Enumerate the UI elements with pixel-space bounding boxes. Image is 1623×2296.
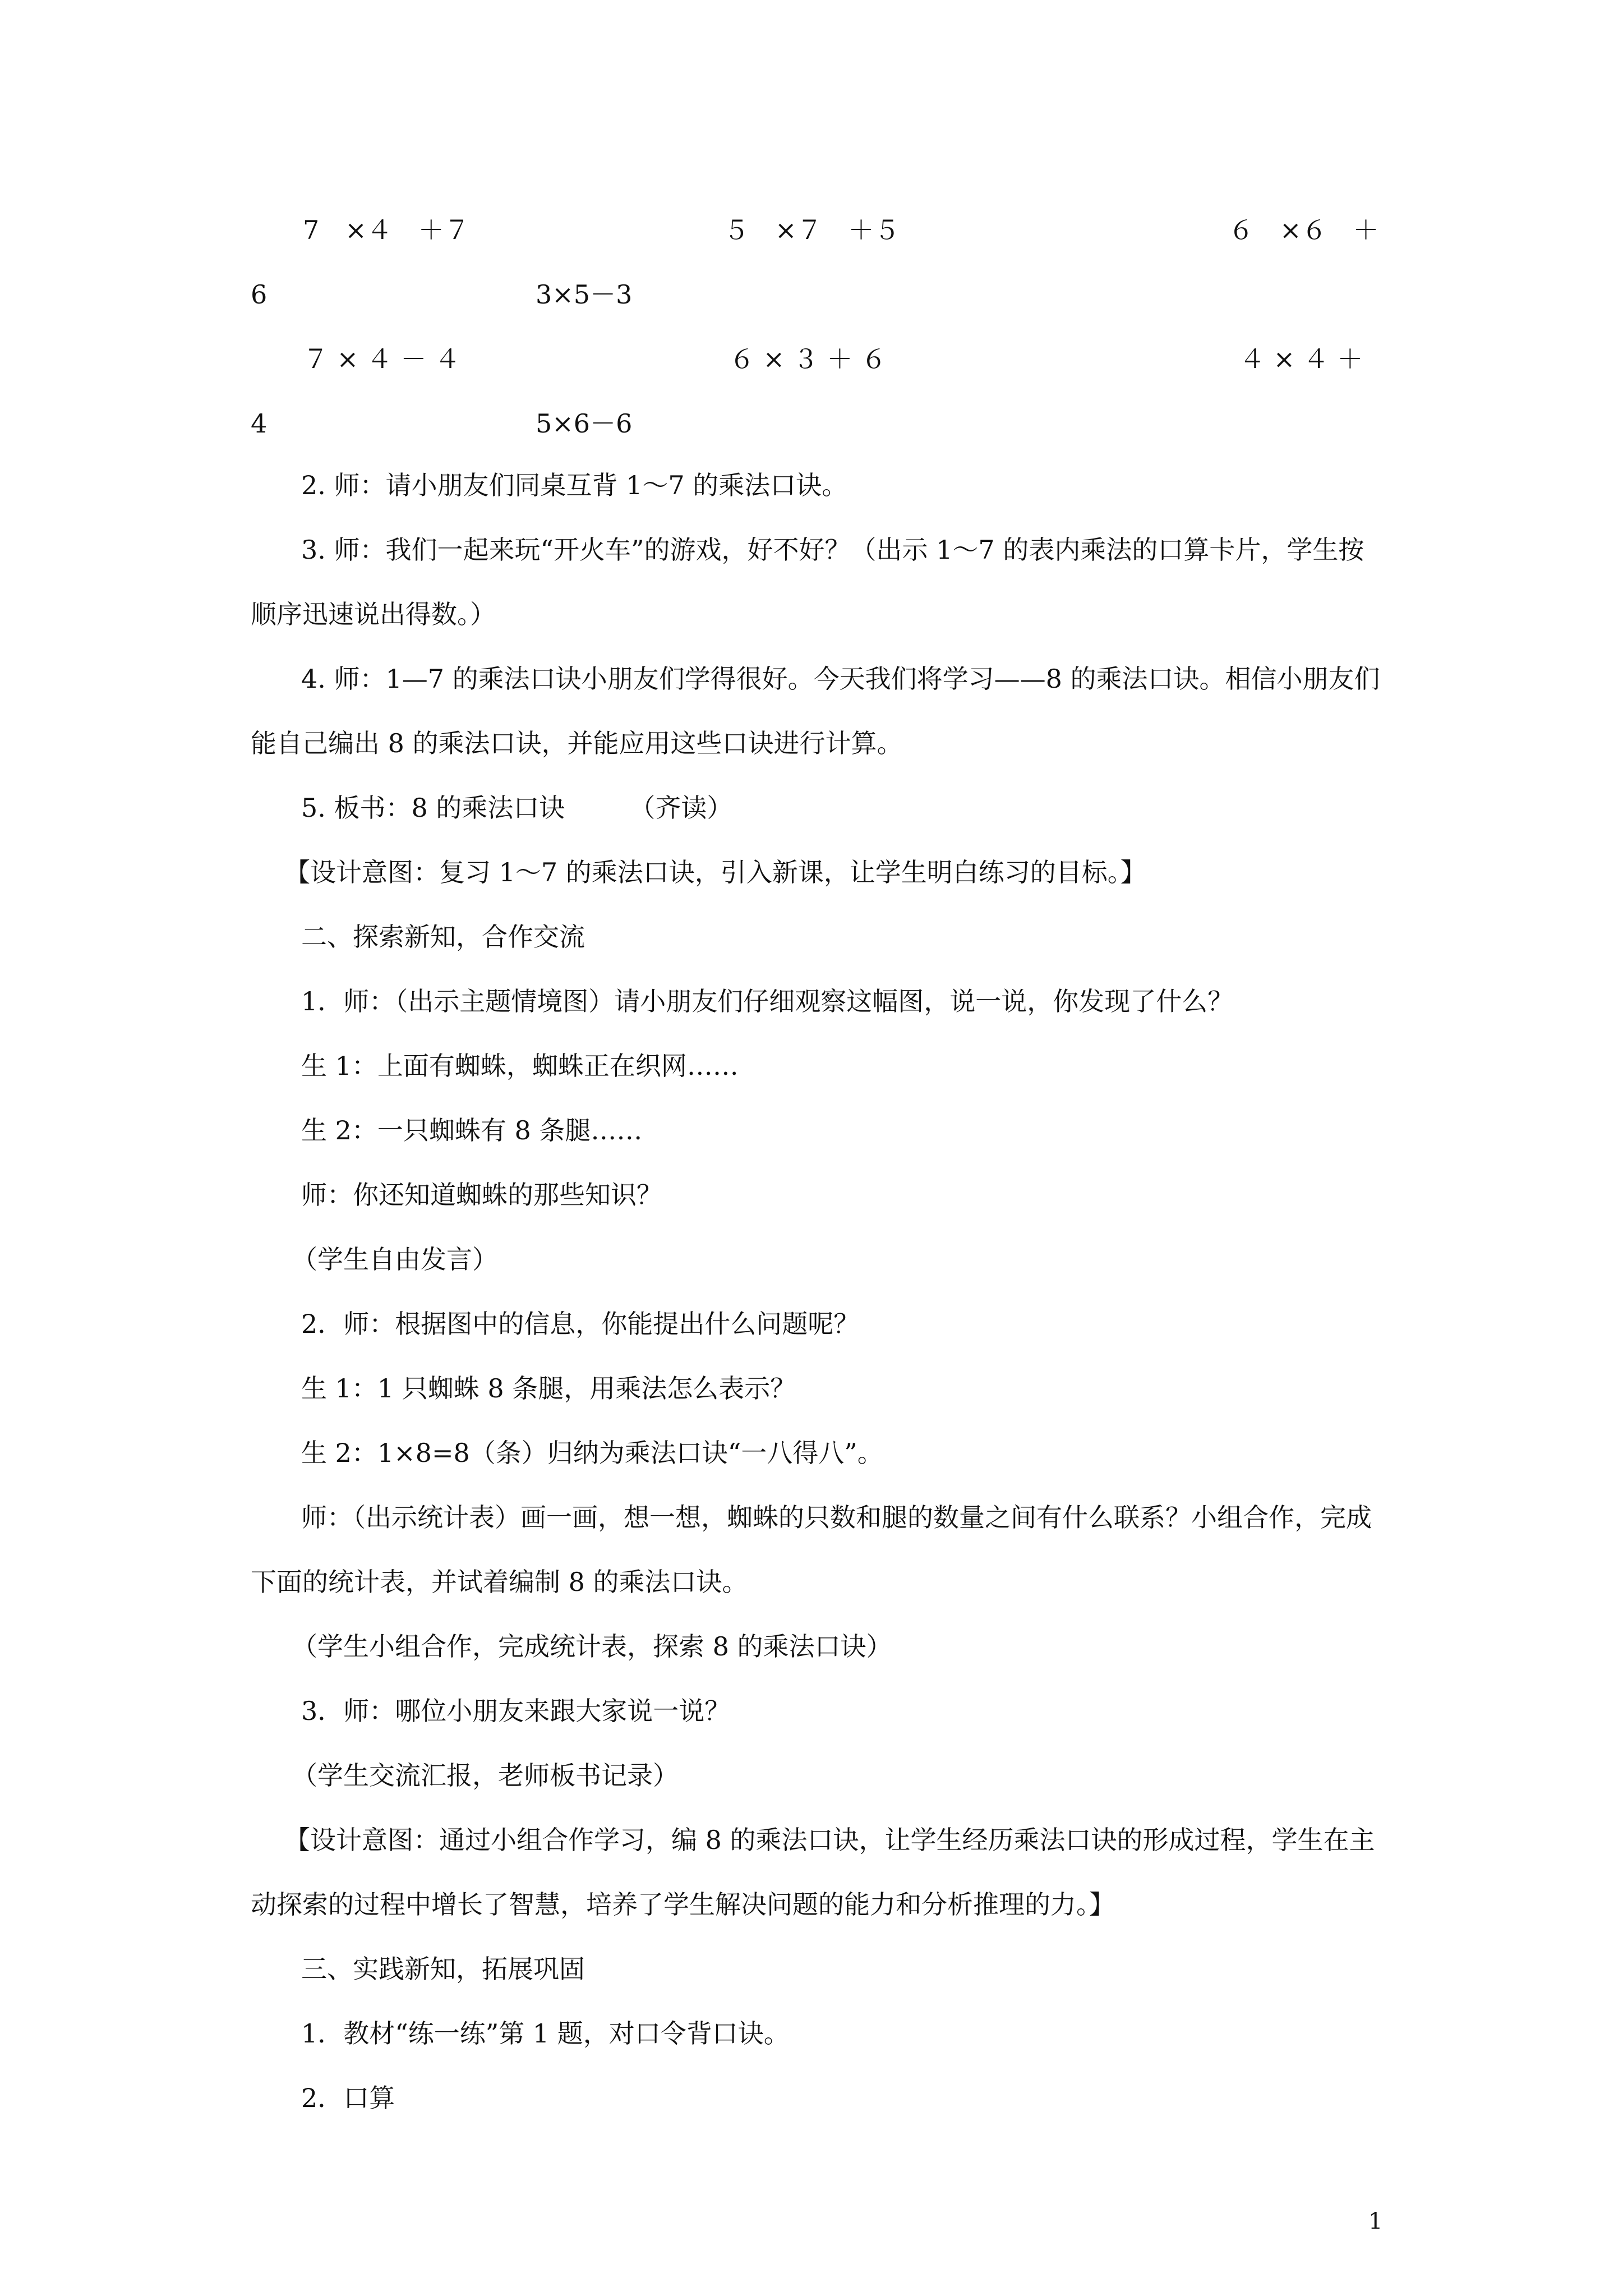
design-intent: 【设计意图：通过小组合作学习，编 8 的乘法口诀，让学生经历乘法口诀的形成过程，学生在主动探索的过程中增长了智慧，培养了学生解决问题的能力和分析推理的力。】 xyxy=(251,1825,1375,1920)
expression-row-2-continued xyxy=(0,404,1623,443)
expression: 5×6－6 xyxy=(536,408,633,439)
expression-row-1-continued xyxy=(0,275,1623,314)
paragraph: 1．师：（出示主题情境图）请小朋友们仔细观察这幅图，说一说，你发现了什么？ xyxy=(301,986,1234,1016)
expression-row-2 xyxy=(0,339,1623,379)
paragraph: （学生自由发言） xyxy=(292,1244,498,1274)
paragraph: 1．教材“练一练”第 1 题，对口令背口诀。 xyxy=(301,2018,790,2049)
expression-wrap: 6 xyxy=(251,279,268,310)
paragraph: 师：（出示统计表）画一画，想一想，蜘蛛的只数和腿的数量之间有什么联系？小组合作，完成下面的统计表，并试着编制 8 的乘法口诀。 xyxy=(251,1502,1372,1597)
section-heading: 二、探索新知，合作交流 xyxy=(301,922,585,952)
expression: ６ ×６ ＋ xyxy=(1228,215,1379,245)
expression: ４ × ４ ＋ xyxy=(1239,344,1363,374)
design-intent: 【设计意图：复习 1～7 的乘法口诀，引入新课，让学生明白练习的目标。】 xyxy=(284,857,1146,887)
expression: ５ ×７ ＋５ xyxy=(723,215,900,245)
paragraph: 3．师：哪位小朋友来跟大家说一说？ xyxy=(301,1696,731,1726)
paragraph: 生 1：上面有蜘蛛，蜘蛛正在织网…… xyxy=(301,1051,739,1081)
paragraph: （学生交流汇报，老师板书记录） xyxy=(292,1760,679,1791)
paragraph: 4. 师：1—7 的乘法口诀小朋友们学得很好。今天我们将学习——8 的乘法口诀。相信小朋友们能自己编出 8 的乘法口诀，并能应用这些口诀进行计算。 xyxy=(251,664,1380,758)
paragraph: 2. 师：请小朋友们同桌互背 1～7 的乘法口诀。 xyxy=(301,470,848,500)
expression-wrap: 4 xyxy=(251,408,268,439)
paragraph: 生 2：1×8=8（条）归纳为乘法口诀“一八得八”。 xyxy=(301,1438,883,1468)
expression: 7 ×４ ＋７ xyxy=(303,215,470,245)
expression: ６ × ３ ＋ ６ xyxy=(729,344,887,374)
paragraph: 2．师：根据图中的信息，你能提出什么问题呢？ xyxy=(301,1309,860,1339)
page-number: 1 xyxy=(1368,2208,1383,2234)
expression: 3×5－3 xyxy=(536,279,633,310)
paragraph: 3. 师：我们一起来玩“开火车”的游戏，好不好？（出示 1～7 的表内乘法的口算卡片，学生按顺序迅速说出得数。） xyxy=(251,535,1364,629)
section-heading: 三、实践新知，拓展巩固 xyxy=(301,1954,585,1984)
paragraph: 5. 板书：8 的乘法口诀 （齐读） xyxy=(301,793,733,823)
paragraph: 生 2：一只蜘蛛有 8 条腿…… xyxy=(301,1115,643,1145)
paragraph: （学生小组合作，完成统计表，探索 8 的乘法口诀） xyxy=(292,1631,892,1662)
expression: ７ × ４ － ４ xyxy=(303,344,461,374)
paragraph: 2．口算 xyxy=(301,2083,395,2113)
paragraph: 生 1：1 只蜘蛛 8 条腿，用乘法怎么表示？ xyxy=(301,1373,796,1404)
paragraph: 师：你还知道蜘蛛的那些知识？ xyxy=(301,1180,662,1210)
expression-row-1 xyxy=(0,210,1623,250)
